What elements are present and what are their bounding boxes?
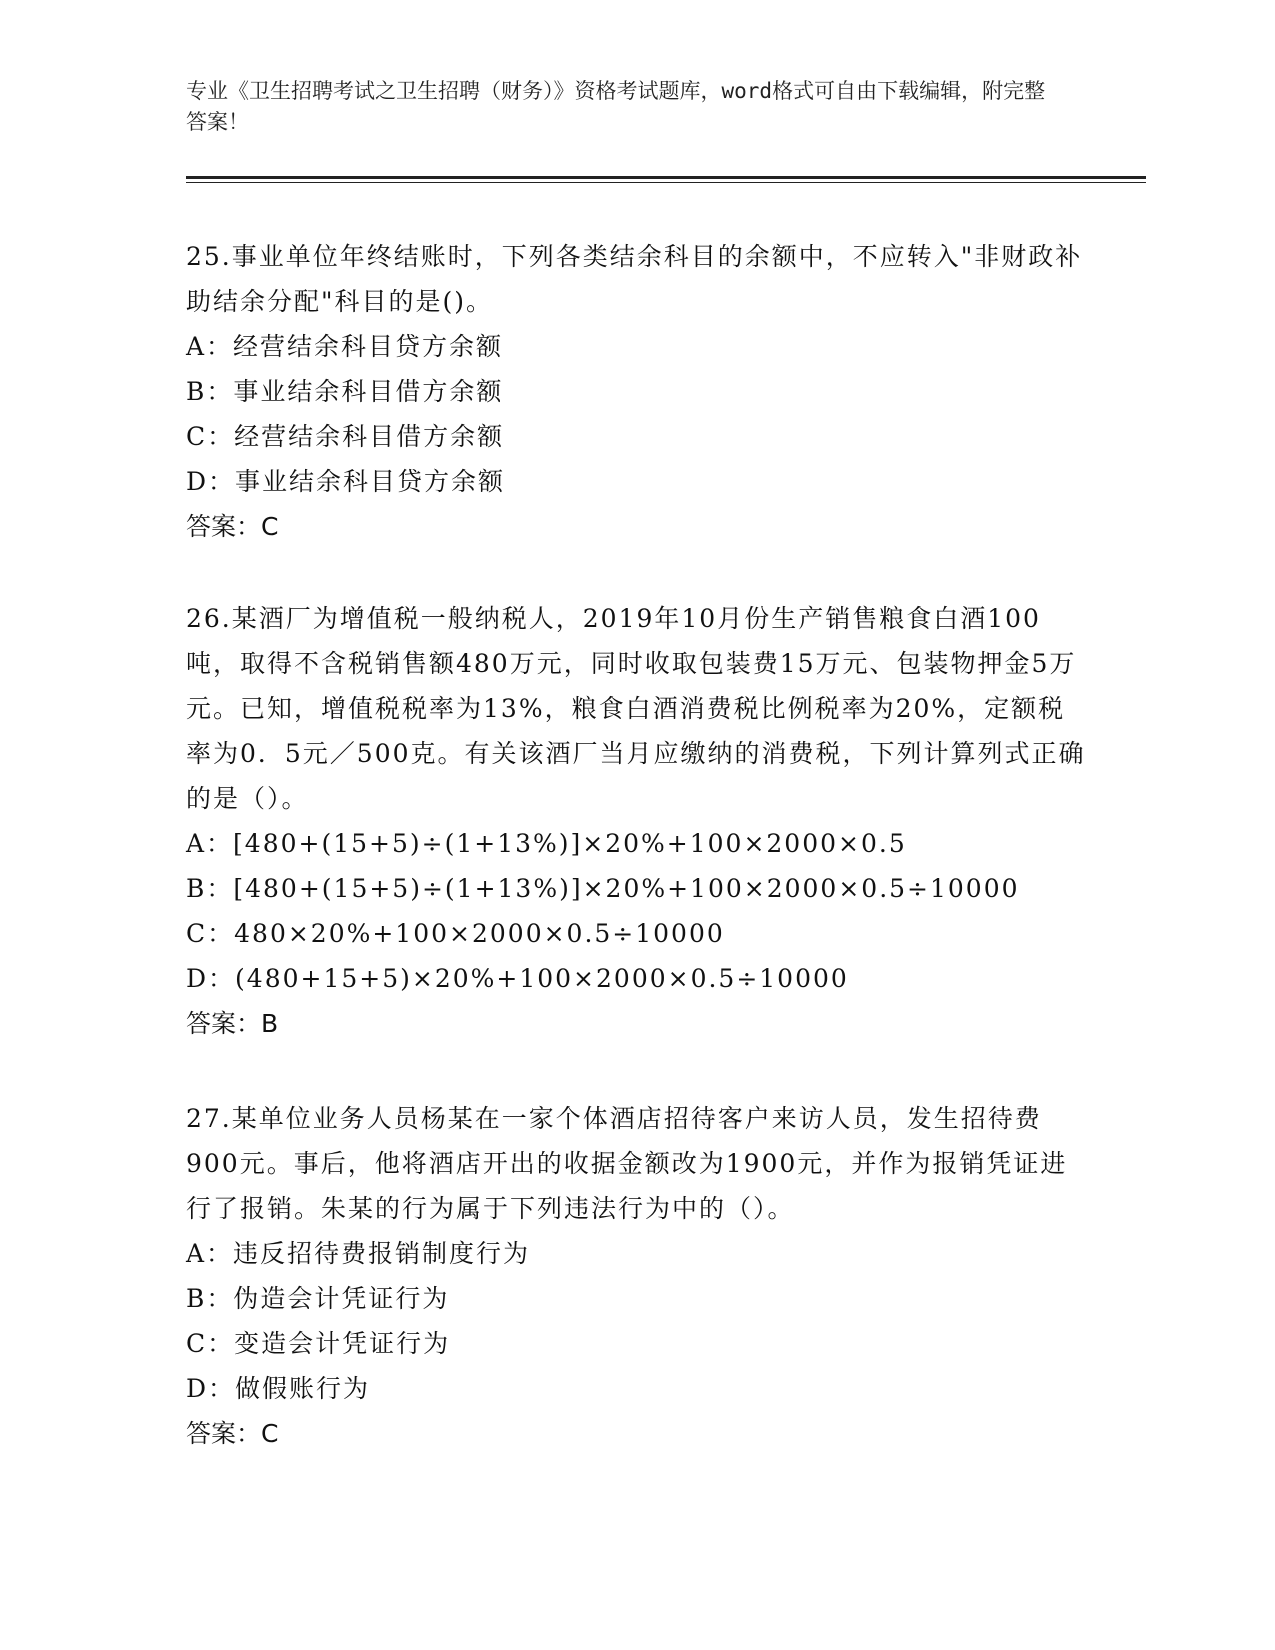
header-divider-thick [186,176,1146,179]
option-a: A：经营结余科目贷方余额 [186,332,504,361]
question-stem: 25.事业单位年终结账时，下列各类结余科目的余额中，不应转入"非财政补助结余分配"科目的是()。 [186,242,1083,316]
option-c: C：480×20%+100×2000×0.5÷10000 [186,919,725,948]
answer: 答案：B [186,1009,279,1038]
option-d: D：事业结余科目贷方余额 [186,467,506,496]
option-d: D：做假账行为 [186,1374,371,1403]
document-header: 专业《卫生招聘考试之卫生招聘（财务）》资格考试题库，word格式可自由下载编辑，附完整答案！ [186,79,1046,134]
option-b: B：伪造会计凭证行为 [186,1284,450,1313]
option-a: A：违反招待费报销制度行为 [186,1239,531,1268]
option-d: D：(480+15+5)×20%+100×2000×0.5÷10000 [186,964,849,993]
option-c: C：变造会计凭证行为 [186,1329,451,1358]
option-b: B：事业结余科目借方余额 [186,377,504,406]
option-a: A：[480+(15+5)÷(1+13%)]×20%+100×2000×0.5 [186,829,907,858]
header-divider-thin [186,182,1146,183]
answer: 答案：C [186,1419,279,1448]
question-stem: 26.某酒厂为增值税一般纳税人，2019年10月份生产销售粮食白酒100吨，取得不含税销售额480万元，同时收取包装费15万元、包装物押金5万元。已知，增值税税率为13%，粮食白酒消费税比例税率为20%，定额税率为0．5元／500克。有关该酒厂当月应缴纳的消费税，下列计算列式正确的是（）。 [186,604,1086,813]
question-27 [186,1096,1086,1457]
question-25 [186,234,1086,550]
question-26 [186,596,1086,1047]
option-c: C：经营结余科目借方余额 [186,422,505,451]
answer: 答案：C [186,512,279,541]
question-stem: 27.某单位业务人员杨某在一家个体酒店招待客户来访人员，发生招待费900元。事后，他将酒店开出的收据金额改为1900元，并作为报销凭证进行了报销。朱某的行为属于下列违法行为中的（）。 [186,1104,1068,1223]
option-b: B：[480+(15+5)÷(1+13%)]×20%+100×2000×0.5÷10000 [186,874,1020,903]
